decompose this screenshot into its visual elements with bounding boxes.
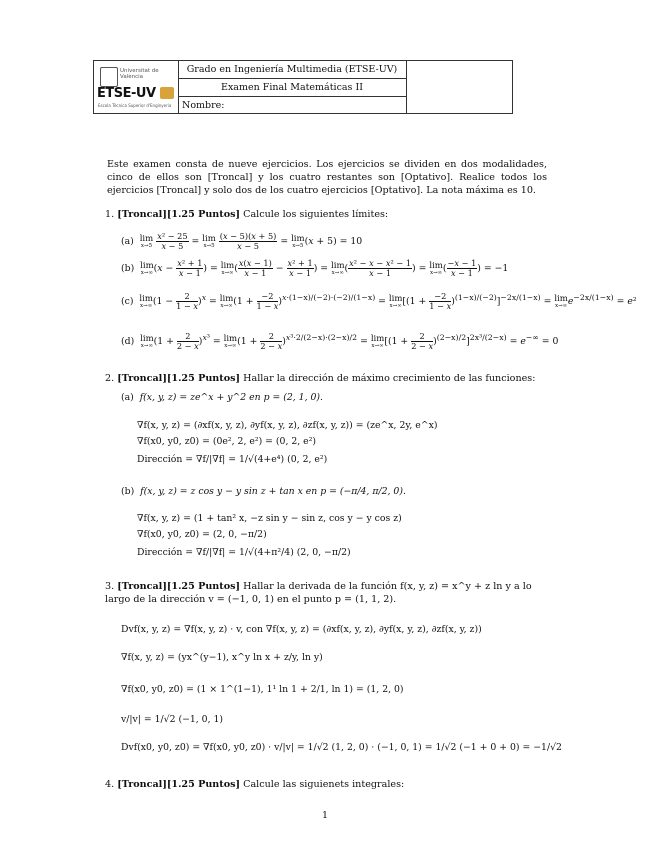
question-2-heading: 2. [Troncal][1.25 Puntos] Hallar la dirección de máximo crecimiento de las funciones:	[105, 373, 536, 384]
exam-instructions: Este examen consta de nueve ejercicios. Los ejercicios se dividen en dos modalidades, cinco de ellos son [Troncal] y los cuatro restantes son [Optativo]. Realice todos los ejercicios [Troncal] y solo dos de los cuatro ejercicios [Optativo]. La nota máxima es 10.	[107, 159, 547, 196]
university-seal-icon	[100, 67, 118, 87]
etse-uv-logo	[94, 61, 179, 113]
q2-b-direction: Dirección = ∇f/|∇f| = 1/√(4+π²/4) (2, 0, −π/2)	[137, 547, 351, 558]
q2-a-gradient: ∇f(x, y, z) = (∂xf(x, y, z), ∂yf(x, y, z), ∂zf(x, y, z)) = (ze^x, 2y, e^x)	[137, 420, 438, 431]
logo-etse-text: ETSE-UV	[97, 86, 156, 101]
q3-result: Dvf(x0, y0, z0) = ∇f(x0, y0, z0) · v/|v| = 1/√2 (1, 2, 0) · (−1, 0, 1) = 1/√2 (−1 + 0 + 0) = −1/√2	[121, 742, 562, 753]
logo-subtitle: Escola Tècnica Superior d'Enginyeria	[98, 103, 172, 108]
q2-b-statement: (b) f(x, y, z) = z cos y − y sin z + tan x en p = (−π/4, π/2, 0).	[121, 486, 406, 497]
q3-gradient: ∇f(x, y, z) = (yx^(y−1), x^y ln x + z/y, ln y)	[121, 652, 323, 663]
exam-header	[93, 60, 513, 114]
q2-b-gradient-at-point: ∇f(x0, y0, z0) = (2, 0, −π/2)	[137, 529, 267, 540]
q2-a-gradient-at-point: ∇f(x0, y0, z0) = (0e², 2, e²) = (0, 2, e²)	[137, 436, 317, 447]
q3-unit-vector: v/|v| = 1/√2 (−1, 0, 1)	[121, 714, 224, 725]
q2-b-gradient: ∇f(x, y, z) = (1 + tan² x, −z sin y − sin z, cos y − y cos z)	[137, 513, 402, 524]
question-1-heading: 1. [Troncal][1.25 Puntos] Calcule los siguientes límites:	[105, 209, 389, 220]
q2-a-statement: (a) f(x, y, z) = ze^x + y^2 en p = (2, 1, 0).	[121, 392, 324, 403]
q2-a-direction: Dirección = ∇f/|∇f| = 1/√(4+e⁴) (0, 2, e²)	[137, 454, 328, 465]
q1-c-solution: (c) lim x→∞ (1 − $\frac{2}{1 - x}$ )$^x$ = lim x→∞ (1 + $\frac{-2}{1 - x}$ )$^{x\cdot(1-x)/(-2)\cdot(-2)/(1-x)}$ = lim x→∞ [(1 + $\frac{-2}{1 - x}$ )$^{(1-x)/(-2)}$]$^{-2x/(1-x)}$ = lim x→∞ $e^{-2x/(1-x)} = e^2$	[121, 291, 637, 311]
question-3-heading: 3. [Troncal][1.25 Puntos] Hallar la derivada de la función f(x, y, z) = x^y + z ln y a lo largo de la dirección v = (−1, 0, 1) en el punto p = (1, 1, 2).	[105, 581, 532, 605]
q3-gradient-at-point: ∇f(x0, y0, z0) = (1 × 1^(1−1), 1¹ ln 1 + 2/1, ln 1) = (1, 2, 0)	[121, 684, 404, 695]
q1-d-solution: (d) lim x→∞ (1 + $\frac{2}{2 - x}$ )$^{x^3}$ = lim x→∞ (1 + $\frac{2}{2 - x}$ )$^{x^3\cdot 2/(2-x)\cdot(2-x)/2}$ = lim x→∞ [(1 + $\frac{2}{2 - x}$ )$^{(2-x)/2}$]$^{2x^3/(2-x)}$ = e−∞ = 0	[121, 331, 559, 351]
question-4-heading: 4. [Troncal][1.25 Puntos] Calcule las siguienets integrales:	[105, 779, 405, 790]
q1-b-solution: (b) lim x→∞ (x − $\frac{\text{x² + 1}}{x - 1}$ ) = lim x→∞ ( $\frac{x(x - 1)}{x - 1}$ − $\frac{\text{x² + 1}}{x - 1}$ ) = lim x→∞ ( $\frac{\text{x² − x − x² − 1}}{x - 1}$ ) = lim x→∞ ( $\frac{-x - 1}{x - 1}$ ) = −1	[121, 258, 509, 278]
degree-title: Grado en Ingeniería Multimedia (ETSE-UV)	[178, 61, 406, 79]
q1-a-solution: (a) lim x→5 $\frac{\text{x² − 25}}{x - 5}$ = lim x→5 $\frac{(x - 5)(x + 5)}{x - 5}$ = lim x→5 (x + 5) = 10	[121, 231, 363, 251]
logo-badge-icon	[160, 87, 174, 99]
name-field-label: Nombre:	[182, 100, 225, 111]
header-info	[178, 61, 407, 113]
logo-university-text: Universitat de València	[120, 68, 159, 80]
q3-directional-derivative-definition: Dvf(x, y, z) = ∇f(x, y, z) · v, con ∇f(x, y, z) = (∂xf(x, y, z), ∂yf(x, y, z), ∂zf(x, y, z))	[121, 624, 482, 635]
exam-title: Examen Final Matemáticas II	[178, 79, 406, 97]
page-number: 1	[322, 810, 329, 821]
